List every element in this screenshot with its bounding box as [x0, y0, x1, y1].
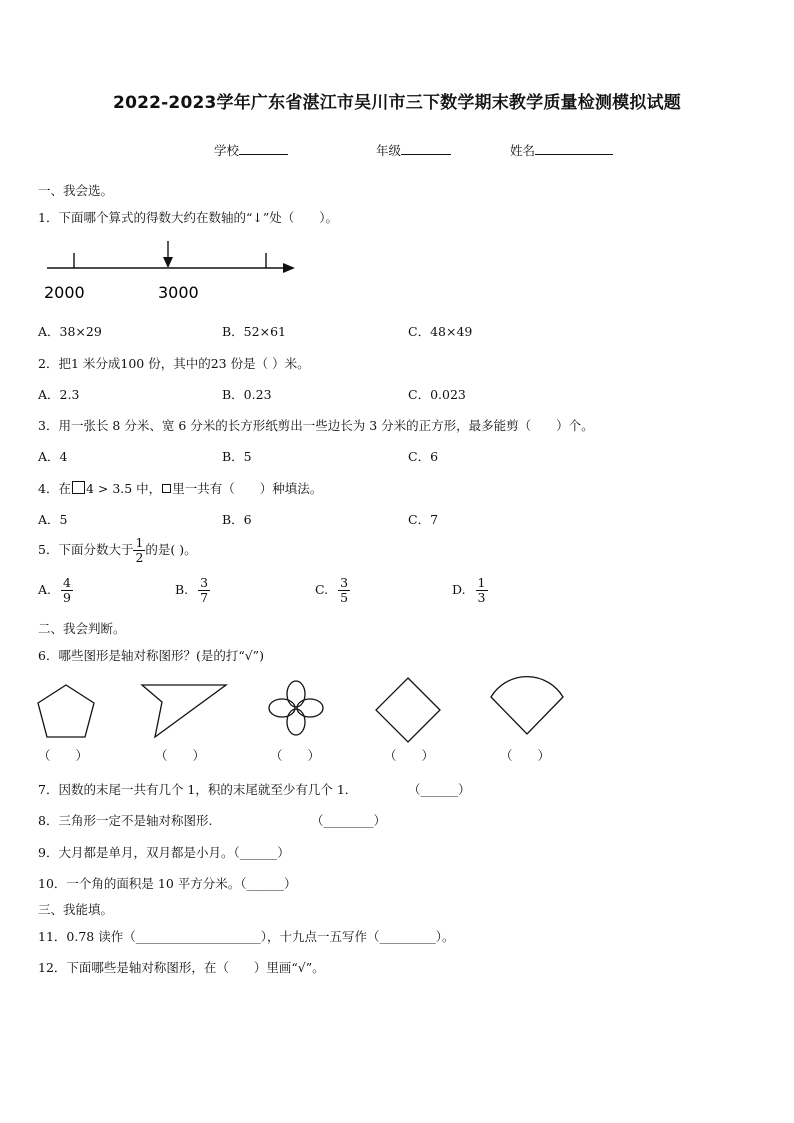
- q4-post: 里一共有（ ）种填法。: [172, 481, 323, 496]
- question-6: 6．哪些图形是轴对称图形？(是的打“√”): [38, 648, 264, 663]
- q5-option-c-num: 3: [340, 575, 349, 590]
- pentagon-shape: [38, 685, 94, 737]
- question-5: [38, 536, 197, 565]
- q5-fraction: [133, 536, 145, 565]
- q2-option-a[interactable]: A．2.3: [38, 387, 80, 402]
- q1-option-c[interactable]: C．48×49: [408, 324, 473, 339]
- q2-option-c[interactable]: C．0.023: [408, 387, 466, 402]
- question-9: 9．大月都是单月，双月都是小月。（______）: [38, 845, 290, 860]
- section-2-heading: 二、我会判断。: [38, 621, 126, 636]
- question-10: 10．一个角的面积是 10 平方分米。（______）: [38, 876, 297, 891]
- q5-fraction-den: 2: [135, 549, 144, 565]
- axis-label-3000: 3000: [158, 283, 199, 302]
- q4-option-a[interactable]: A．5: [38, 512, 68, 527]
- q3-option-c[interactable]: C．6: [408, 449, 439, 464]
- q5-option-a-den: 9: [63, 589, 71, 605]
- q7-answer[interactable]: （______）: [408, 782, 471, 797]
- q5-option-c-label: C.: [315, 581, 329, 597]
- q4-expr: 4 > 3.5 中，: [85, 481, 162, 496]
- q5-option-b-den: 7: [200, 589, 209, 605]
- q5-option-d-den: 3: [477, 589, 486, 605]
- q5-pre: 5．下面分数大于: [38, 541, 134, 557]
- q5-fraction-num: 1: [135, 535, 144, 550]
- blank-box: [72, 481, 85, 494]
- q5-option-a-label: A.: [38, 581, 52, 597]
- q5-option-c-fraction: [338, 576, 350, 605]
- q6-answer-5[interactable]: （ ）: [500, 748, 551, 763]
- q5-option-a[interactable]: [38, 576, 73, 605]
- question-3: 3．用一张长 8 分米、宽 6 分米的长方形纸剪出一些边长为 3 分米的正方形，最多能剪（ ）个。: [38, 418, 594, 433]
- number-line-arrowhead: [283, 263, 295, 273]
- triangle-shape: [142, 685, 226, 737]
- section-3-heading: 三、我能填。: [38, 902, 114, 917]
- q2-option-b[interactable]: B．0.23: [222, 387, 272, 402]
- school-label: 学校: [214, 143, 240, 158]
- q6-answer-2[interactable]: （ ）: [155, 748, 206, 763]
- fan-shape: [491, 677, 563, 734]
- q5-option-d-num: 1: [477, 575, 486, 590]
- number-line: [40, 238, 310, 308]
- question-8: 8．三角形一定不是轴对称图形.: [38, 813, 213, 828]
- question-1: 1．下面哪个算式的得数大约在数轴的“↓”处（ ）。: [38, 210, 338, 225]
- small-box-icon: [162, 484, 171, 493]
- q5-option-d-fraction: [476, 576, 488, 605]
- q5-option-b-num: 3: [200, 575, 209, 590]
- q5-option-b-fraction: [198, 576, 210, 605]
- q6-answer-3[interactable]: （ ）: [270, 748, 321, 763]
- q4-pre: 4．在: [38, 481, 71, 496]
- q6-answer-4[interactable]: （ ）: [384, 748, 435, 763]
- q5-option-a-fraction: [61, 576, 73, 605]
- q5-option-a-num: 4: [63, 575, 71, 590]
- q5-option-c[interactable]: [315, 576, 350, 605]
- q8-answer[interactable]: （________）: [311, 813, 387, 828]
- q6-answer-1[interactable]: （ ）: [38, 748, 89, 763]
- q5-post: 的是( )。: [145, 541, 197, 557]
- q6-shapes: [30, 675, 590, 745]
- question-7: 7．因数的末尾一共有几个 1，积的末尾就至少有几个 1．: [38, 782, 358, 797]
- school-field[interactable]: [214, 141, 288, 159]
- page-title: 2022-2023学年广东省湛江市吴川市三下数学期末教学质量检测模拟试题: [113, 93, 681, 113]
- q1-option-b[interactable]: B．52×61: [222, 324, 286, 339]
- flower-shape: [269, 681, 323, 735]
- q5-option-c-den: 5: [340, 589, 349, 605]
- question-2: 2．把1 米分成100 份，其中的23 份是（ ）米。: [38, 356, 310, 371]
- q5-option-d-label: D.: [452, 581, 466, 597]
- q3-option-b[interactable]: B．5: [222, 449, 252, 464]
- q5-option-b[interactable]: [175, 576, 210, 605]
- down-arrow-head: [163, 257, 173, 268]
- axis-label-2000: 2000: [44, 283, 85, 302]
- q5-option-d[interactable]: [452, 576, 488, 605]
- q3-option-a[interactable]: A．4: [38, 449, 68, 464]
- grade-blank[interactable]: [401, 141, 451, 155]
- name-blank[interactable]: [535, 141, 613, 155]
- school-blank[interactable]: [239, 141, 288, 155]
- question-4: [38, 479, 322, 497]
- q4-option-c[interactable]: C．7: [408, 512, 439, 527]
- name-field[interactable]: [510, 141, 613, 159]
- question-12: 12．下面哪些是轴对称图形，在（ ）里画“√”。: [38, 960, 325, 975]
- section-1-heading: 一、我会选。: [38, 183, 114, 198]
- question-11: 11．0.78 读作（____________________），十九点一五写作（_________）。: [38, 929, 455, 944]
- name-label: 姓名: [510, 143, 536, 158]
- grade-field[interactable]: [376, 141, 451, 159]
- diamond-shape: [376, 678, 440, 742]
- q5-option-b-label: B.: [175, 581, 189, 597]
- q1-option-a[interactable]: A．38×29: [38, 324, 102, 339]
- q4-option-b[interactable]: B．6: [222, 512, 252, 527]
- grade-label: 年级: [376, 143, 402, 158]
